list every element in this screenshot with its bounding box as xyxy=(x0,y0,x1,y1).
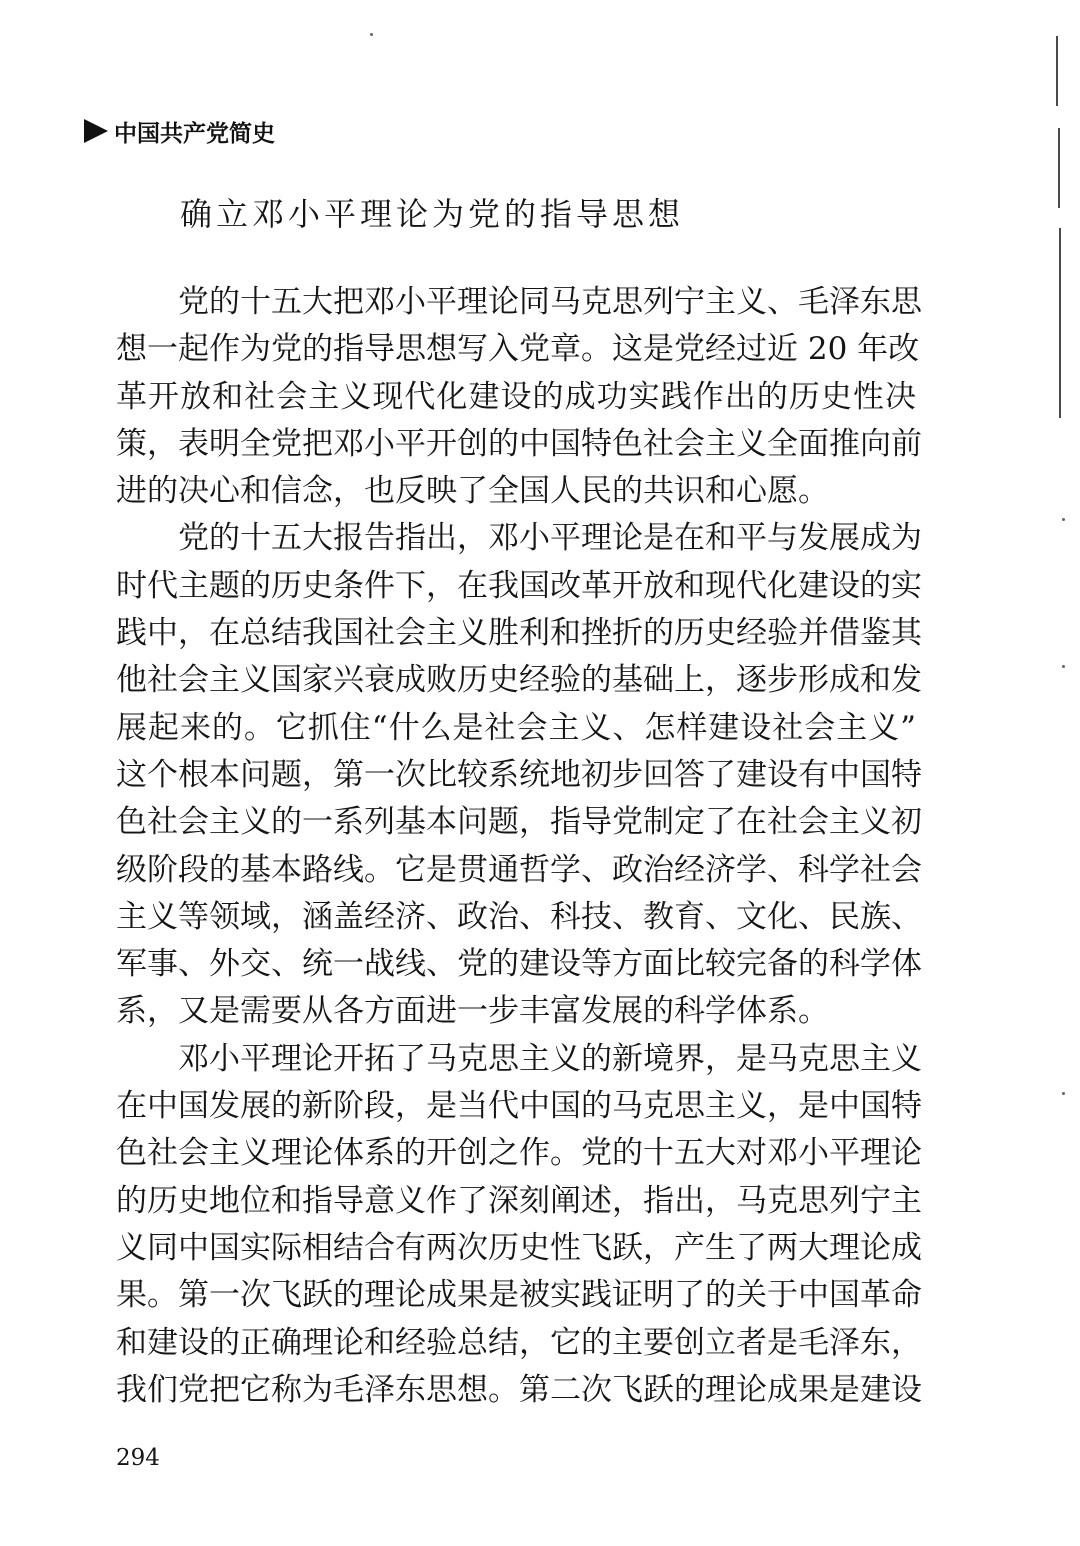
text-line: 主义等领域，涵盖经济、政治、科技、教育、文化、民族、 xyxy=(116,898,922,935)
body-text xyxy=(116,279,922,1414)
text-line: 军事、外交、统一战线、党的建设等方面比较完备的科学体 xyxy=(116,946,922,983)
text-line: 践中，在总结我国社会主义胜利和挫折的历史经验并借鉴其 xyxy=(116,615,922,652)
text-line: 系，又是需要从各方面进一步丰富发展的科学体系。 xyxy=(116,993,829,1030)
text-line: 党的十五大报告指出，邓小平理论是在和平与发展成为 xyxy=(178,520,922,557)
text-line: 邓小平理论开拓了马克思主义的新境界，是马克思主义 xyxy=(178,1040,922,1077)
scan-speck xyxy=(370,33,373,36)
text-line: 色社会主义的一系列基本问题，指导党制定了在社会主义初 xyxy=(116,804,922,841)
text-line: 进的决心和信念，也反映了全国人民的共识和心愿。 xyxy=(116,473,829,510)
text-line: 党的十五大把邓小平理论同马克思列宁主义、毛泽东思 xyxy=(178,284,922,320)
scan-speck xyxy=(1062,665,1065,668)
text-line: 想一起作为党的指导思想写入党章。这是党经过近 20 年改 xyxy=(116,331,920,368)
text-line: 他社会主义国家兴衰成败历史经验的基础上，逐步形成和发 xyxy=(116,662,922,699)
text-line: 和建设的正确理论和经验总结，它的主要创立者是毛泽东， xyxy=(116,1324,922,1361)
page-number: 294 xyxy=(116,1445,160,1471)
scan-edge-line xyxy=(1058,128,1060,208)
text-line: 展起来的。它抓住“什么是社会主义、怎样建设社会主义” xyxy=(116,709,916,746)
text-line: 时代主题的历史条件下，在我国改革开放和现代化建设的实 xyxy=(116,567,922,604)
scan-speck xyxy=(1062,518,1065,521)
text-line: 义同中国实际相结合有两次历史性飞跃，产生了两大理论成 xyxy=(116,1229,922,1266)
text-line: 策，表明全党把邓小平开创的中国特色社会主义全面推向前 xyxy=(116,425,922,462)
triangle-marker-icon xyxy=(84,119,108,143)
running-header xyxy=(84,113,275,149)
text-line: 色社会主义理论体系的开创之作。党的十五大对邓小平理论 xyxy=(116,1135,922,1172)
text-line: 革开放和社会主义现代化建设的成功实践作出的历史性决 xyxy=(116,378,916,415)
text-line: 级阶段的基本路线。它是贯通哲学、政治经济学、科学社会 xyxy=(116,851,922,888)
text-line: 在中国发展的新阶段，是当代中国的马克思主义，是中国特 xyxy=(116,1088,922,1125)
text-line: 这个根本问题，第一次比较系统地初步回答了建设有中国特 xyxy=(116,756,922,793)
text-line: 果。第一次飞跃的理论成果是被实践证明了的关于中国革命 xyxy=(116,1277,922,1314)
scan-edge-line xyxy=(1056,36,1058,106)
text-line: 我们党把它称为毛泽东思想。第二次飞跃的理论成果是建设 xyxy=(116,1371,922,1408)
section-title: 确立邓小平理论为党的指导思想 xyxy=(180,195,685,233)
text-line: 的历史地位和指导意义作了深刻阐述，指出，马克思列宁主 xyxy=(116,1182,922,1219)
scan-speck xyxy=(1062,1092,1065,1095)
book-title: 中国共产党简史 xyxy=(114,120,275,147)
scan-edge-line xyxy=(1059,228,1061,418)
